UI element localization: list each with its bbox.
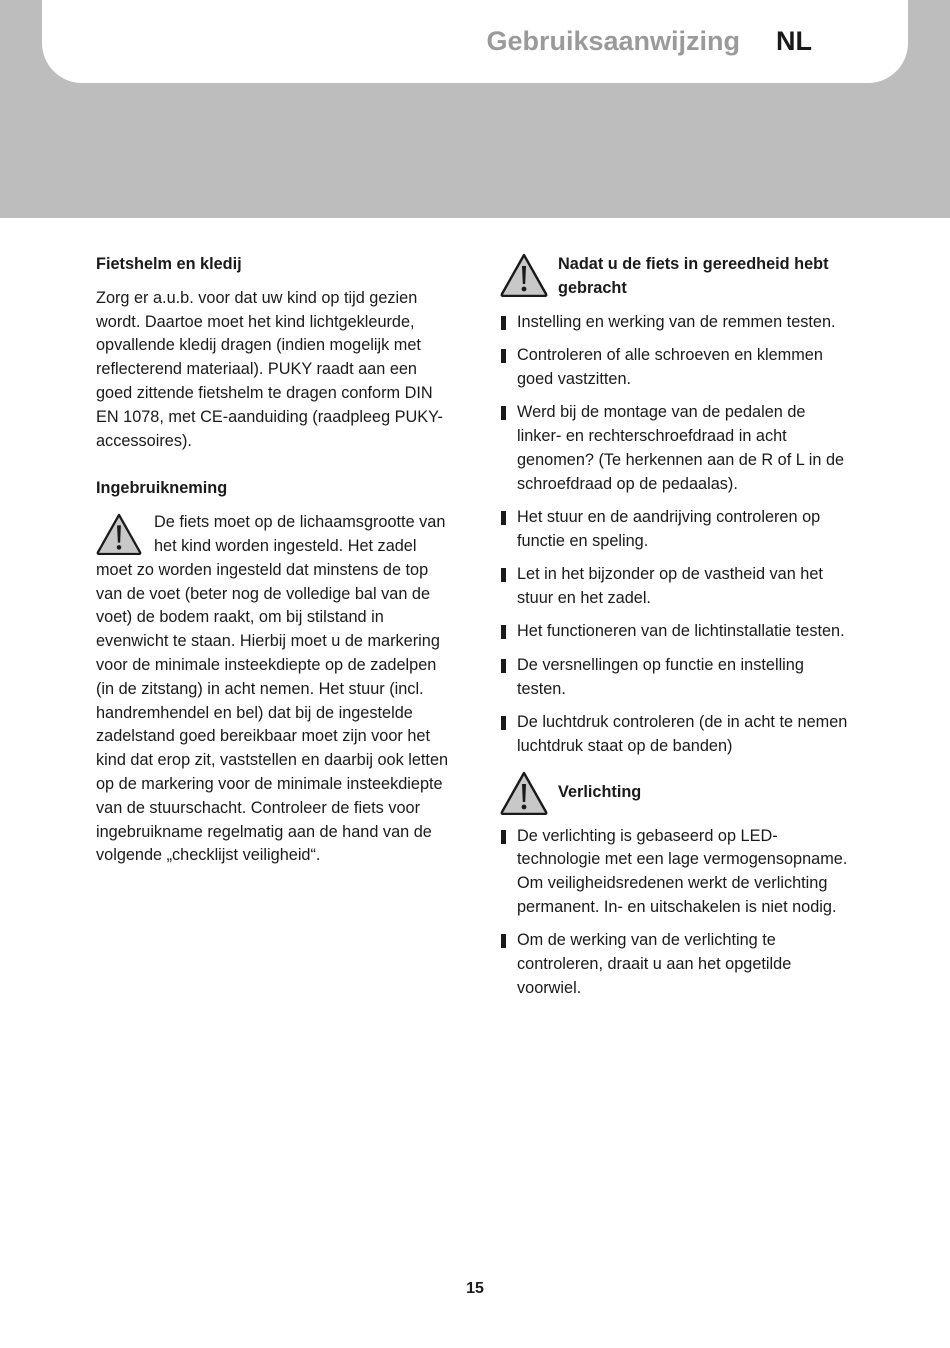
section-head-after-assembly [500,253,852,301]
page-number: 15 [466,1280,484,1297]
list-item-text: De verlichting is gebaseerd op LED-technologie met een lage vermogensopname. Om veiligheidsredenen werkt de verlichting permanent. In- en uitschakelen is niet nodig. [517,826,848,916]
list-item [500,311,852,335]
warning-triangle-icon [500,253,548,297]
section-body-setup-wrapper [96,511,452,868]
list-item [500,711,852,759]
checklist-after-assembly [500,311,852,759]
list-item-text: Het stuur en de aandrijving controleren op functie en speling. [517,507,821,550]
list-item-text: Instelling en werking van de remmen testen. [517,312,836,331]
checklist-lighting [500,825,852,1001]
square-bullet-icon [501,511,506,525]
list-item [500,563,852,611]
list-item-text: Controleren of alle schroeven en klemmen goed vastzitten. [517,345,823,388]
section-heading-helmet: Fietshelm en kledij [96,255,242,273]
square-bullet-icon [501,568,506,582]
right-column [500,253,852,1013]
list-item-text: Om de werking van de verlichting te controleren, draait u aan het opgetilde voorwiel. [517,931,792,997]
square-bullet-icon [501,934,506,948]
list-item [500,401,852,496]
square-bullet-icon [501,625,506,639]
left-column [96,253,452,892]
list-item-text: De versnellingen op functie en instelling testen. [517,655,804,698]
square-bullet-icon [501,659,506,673]
header-tab [42,0,908,83]
language-code: NL [776,26,812,56]
list-item [500,654,852,702]
section-body-helmet: Zorg er a.u.b. voor dat uw kind op tijd gezien wordt. Daartoe moet het kind lichtgekleurde, opvallende kledij dragen (indien mogelijk met reflecterend materiaal). PUKY raadt aan een goed zittende fietshelm te dragen conform DIN EN 1078, met CE-aanduiding (raadpleeg PUKY-accessoires). [96,288,443,450]
section-head-lighting [500,771,852,815]
list-item [500,929,852,1000]
list-item [500,344,852,392]
list-item [500,825,852,920]
document-title: Gebruiksaanwijzing [486,26,740,56]
section-body-setup: De fiets moet op de lichaamsgrootte van het kind worden ingesteld. Het zadel moet zo worden ingesteld dat minstens de top van de voet (beter nog de volledige bal van de voet) de bodem raakt, om bij stilstand in evenwicht te staan. Hierbij moet u de markering voor de minimale insteekdiepte op de zadelpen (in de zitstang) in acht nemen. Het stuur (incl. handremhendel en bel) dat bij de ingestelde zadelstand goed bereikbaar moet zijn voor het kind dat erop zit, vaststellen en daarbij ook letten op de markering voor de minimale insteekdiepte van de stuurschacht. Controleer de fiets voor ingebruikname regelmatig aan de hand van de volgende „checklijst veiligheid“. [96,513,449,865]
list-item-text: Het functioneren van de lichtinstallatie testen. [517,622,845,641]
list-item [500,620,852,644]
list-item [500,506,852,554]
square-bullet-icon [501,316,506,330]
section-heading-after-assembly: Nadat u de fiets in gereedheid hebt gebracht [558,255,829,297]
square-bullet-icon [501,406,506,420]
square-bullet-icon [501,830,506,844]
square-bullet-icon [501,716,506,730]
section-heading-setup: Ingebruikneming [96,479,228,498]
warning-triangle-icon [500,771,548,815]
section-heading-lighting: Verlichting [558,782,642,801]
list-item-text: Werd bij de montage van de pedalen de linker- en rechterschroefdraad in acht genomen? (Te herkennen aan de R of L in de schroefdraad op de pedaalas). [517,403,845,493]
list-item-text: Let in het bijzonder op de vastheid van het stuur en het zadel. [517,565,823,607]
square-bullet-icon [501,349,506,363]
warning-triangle-icon [96,513,142,555]
list-item-text: De luchtdruk controleren (de in acht te nemen luchtdruk staat op de banden) [517,712,848,755]
